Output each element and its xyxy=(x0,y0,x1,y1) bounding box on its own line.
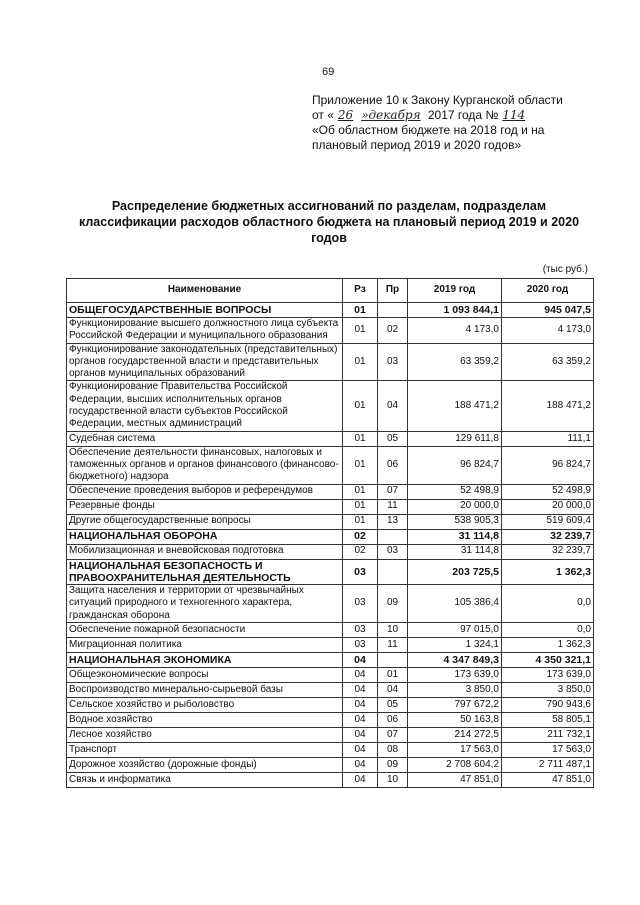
cell-2020: 945 047,5 xyxy=(502,303,594,318)
cell-pr: 04 xyxy=(378,381,408,431)
cell-2019: 20 000,0 xyxy=(408,499,502,514)
cell-2019: 4 347 849,3 xyxy=(408,653,502,668)
cell-pr: 04 xyxy=(378,683,408,698)
cell-rz: 02 xyxy=(343,544,378,559)
cell-name: Обеспечение пожарной безопасности xyxy=(67,623,343,638)
cell-2020: 4 350 321,1 xyxy=(502,653,594,668)
cell-2020: 32 239,7 xyxy=(502,544,594,559)
cell-rz: 04 xyxy=(343,653,378,668)
cell-pr xyxy=(378,653,408,668)
cell-rz: 01 xyxy=(343,318,378,344)
cell-name: Водное хозяйство xyxy=(67,713,343,728)
cell-rz: 01 xyxy=(343,381,378,431)
appendix-number-sign: № xyxy=(485,108,499,122)
cell-pr: 08 xyxy=(378,743,408,758)
cell-pr: 01 xyxy=(378,668,408,683)
cell-2019: 4 173,0 xyxy=(408,318,502,344)
handwritten-number: 114 xyxy=(502,108,526,122)
cell-2020: 211 732,1 xyxy=(502,728,594,743)
cell-2020: 58 805,1 xyxy=(502,713,594,728)
handwritten-day: 26 xyxy=(337,108,354,122)
cell-rz: 04 xyxy=(343,773,378,788)
table-row xyxy=(67,713,594,728)
cell-2019: 203 725,5 xyxy=(408,559,502,585)
table-row xyxy=(67,484,594,499)
cell-2020: 173 639,0 xyxy=(502,668,594,683)
table-row xyxy=(67,514,594,529)
header-rz: Рз xyxy=(343,279,378,303)
cell-2020: 790 943,6 xyxy=(502,698,594,713)
cell-2019: 52 498,9 xyxy=(408,484,502,499)
cell-name: НАЦИОНАЛЬНАЯ ЭКОНОМИКА xyxy=(67,653,343,668)
cell-2020: 17 563,0 xyxy=(502,743,594,758)
document-title: Распределение бюджетных ассигнований по разделам, подразделам классификации расходов областного бюджета на плановый период 2019 и 2020 годов xyxy=(78,199,580,245)
cell-2020: 63 359,2 xyxy=(502,343,594,381)
cell-pr: 11 xyxy=(378,499,408,514)
cell-rz: 03 xyxy=(343,623,378,638)
cell-2020: 188 471,2 xyxy=(502,381,594,431)
cell-rz: 04 xyxy=(343,683,378,698)
cell-pr: 03 xyxy=(378,544,408,559)
cell-name: Миграционная политика xyxy=(67,638,343,653)
table-row xyxy=(67,585,594,623)
cell-pr: 07 xyxy=(378,484,408,499)
appendix-year: 2017 года xyxy=(427,108,483,122)
cell-rz: 01 xyxy=(343,446,378,484)
cell-pr xyxy=(378,529,408,544)
appendix-line2 xyxy=(312,108,612,123)
cell-rz: 01 xyxy=(343,431,378,446)
section-row xyxy=(67,303,594,318)
cell-2020: 20 000,0 xyxy=(502,499,594,514)
table-row xyxy=(67,381,594,431)
budget-table xyxy=(66,278,594,788)
cell-2019: 31 114,8 xyxy=(408,529,502,544)
cell-pr: 11 xyxy=(378,638,408,653)
page-number: 69 xyxy=(322,66,335,78)
cell-2020: 519 609,4 xyxy=(502,514,594,529)
header-2019: 2019 год xyxy=(408,279,502,303)
table-row xyxy=(67,623,594,638)
appendix-line1: Приложение 10 к Закону Курганской области xyxy=(312,93,563,107)
handwritten-month: »декабря xyxy=(361,108,421,122)
cell-2020: 2 711 487,1 xyxy=(502,758,594,773)
cell-2020: 111,1 xyxy=(502,431,594,446)
cell-rz: 01 xyxy=(343,514,378,529)
cell-pr: 05 xyxy=(378,698,408,713)
cell-rz: 04 xyxy=(343,668,378,683)
cell-2019: 129 611,8 xyxy=(408,431,502,446)
cell-name: Обеспечение деятельности финансовых, налоговых и таможенных органов и органов финансового (финансово-бюджетного) надзора xyxy=(67,446,343,484)
cell-name: Обеспечение проведения выборов и референдумов xyxy=(67,484,343,499)
cell-rz: 01 xyxy=(343,484,378,499)
section-row xyxy=(67,529,594,544)
cell-rz: 01 xyxy=(343,303,378,318)
cell-rz: 04 xyxy=(343,728,378,743)
cell-name: НАЦИОНАЛЬНАЯ БЕЗОПАСНОСТЬ И ПРАВООХРАНИТЕЛЬНАЯ ДЕЯТЕЛЬНОСТЬ xyxy=(67,559,343,585)
table-row xyxy=(67,728,594,743)
cell-2020: 1 362,3 xyxy=(502,559,594,585)
table-row xyxy=(67,683,594,698)
header-2020: 2020 год xyxy=(502,279,594,303)
table-row xyxy=(67,758,594,773)
section-row xyxy=(67,653,594,668)
cell-rz: 02 xyxy=(343,529,378,544)
cell-name: Функционирование законодательных (представительных) органов государственной власти и представительных органов муниципальных образований xyxy=(67,343,343,381)
cell-name: Лесное хозяйство xyxy=(67,728,343,743)
appendix-line3: «Об областном бюджете на 2018 год и на xyxy=(312,123,545,137)
cell-2019: 3 850,0 xyxy=(408,683,502,698)
cell-name: Защита населения и территории от чрезвычайных ситуаций природного и техногенного характера, гражданская оборона xyxy=(67,585,343,623)
header-name: Наименование xyxy=(67,279,343,303)
table-row xyxy=(67,318,594,344)
cell-pr xyxy=(378,559,408,585)
cell-2019: 63 359,2 xyxy=(408,343,502,381)
cell-pr: 07 xyxy=(378,728,408,743)
cell-2019: 538 905,3 xyxy=(408,514,502,529)
cell-pr: 10 xyxy=(378,773,408,788)
cell-rz: 04 xyxy=(343,758,378,773)
section-row xyxy=(67,559,594,585)
table-row xyxy=(67,638,594,653)
cell-pr: 06 xyxy=(378,713,408,728)
cell-pr: 10 xyxy=(378,623,408,638)
table-row xyxy=(67,499,594,514)
appendix-header xyxy=(312,93,612,153)
cell-pr: 06 xyxy=(378,446,408,484)
cell-pr xyxy=(378,303,408,318)
cell-2019: 31 114,8 xyxy=(408,544,502,559)
cell-name: Другие общегосударственные вопросы xyxy=(67,514,343,529)
table-row xyxy=(67,544,594,559)
cell-2019: 173 639,0 xyxy=(408,668,502,683)
cell-name: Функционирование высшего должностного лица субъекта Российской Федерации и муниципального образования xyxy=(67,318,343,344)
units-label: (тыс руб.) xyxy=(542,264,588,275)
cell-2019: 17 563,0 xyxy=(408,743,502,758)
cell-pr: 03 xyxy=(378,343,408,381)
table-row xyxy=(67,343,594,381)
cell-name: Сельское хозяйство и рыболовство xyxy=(67,698,343,713)
cell-name: Функционирование Правительства Российской Федерации, высших исполнительных органов государственной власти субъектов Российской Федерации, местных администраций xyxy=(67,381,343,431)
cell-rz: 04 xyxy=(343,743,378,758)
cell-pr: 02 xyxy=(378,318,408,344)
cell-name: Транспорт xyxy=(67,743,343,758)
table-header-row xyxy=(67,279,594,303)
cell-name: Мобилизационная и вневойсковая подготовка xyxy=(67,544,343,559)
cell-2020: 47 851,0 xyxy=(502,773,594,788)
table-row xyxy=(67,773,594,788)
cell-pr: 13 xyxy=(378,514,408,529)
cell-name: Судебная система xyxy=(67,431,343,446)
cell-2019: 47 851,0 xyxy=(408,773,502,788)
cell-2020: 0,0 xyxy=(502,623,594,638)
table-row xyxy=(67,431,594,446)
cell-name: Воспроизводство минерально-сырьевой базы xyxy=(67,683,343,698)
cell-2019: 96 824,7 xyxy=(408,446,502,484)
header-pr: Пр xyxy=(378,279,408,303)
table-row xyxy=(67,698,594,713)
cell-rz: 03 xyxy=(343,638,378,653)
cell-2020: 32 239,7 xyxy=(502,529,594,544)
cell-rz: 03 xyxy=(343,585,378,623)
cell-rz: 04 xyxy=(343,698,378,713)
cell-2019: 97 015,0 xyxy=(408,623,502,638)
table-row xyxy=(67,743,594,758)
cell-2020: 0,0 xyxy=(502,585,594,623)
cell-name: Связь и информатика xyxy=(67,773,343,788)
cell-2019: 2 708 604,2 xyxy=(408,758,502,773)
cell-name: Дорожное хозяйство (дорожные фонды) xyxy=(67,758,343,773)
cell-pr: 05 xyxy=(378,431,408,446)
appendix-line4: плановый период 2019 и 2020 годов» xyxy=(312,138,522,152)
cell-2020: 52 498,9 xyxy=(502,484,594,499)
cell-rz: 01 xyxy=(343,499,378,514)
cell-2020: 1 362,3 xyxy=(502,638,594,653)
cell-rz: 04 xyxy=(343,713,378,728)
cell-name: Общеэкономические вопросы xyxy=(67,668,343,683)
cell-name: НАЦИОНАЛЬНАЯ ОБОРОНА xyxy=(67,529,343,544)
cell-2019: 214 272,5 xyxy=(408,728,502,743)
cell-2019: 50 163,8 xyxy=(408,713,502,728)
table-row xyxy=(67,446,594,484)
cell-rz: 03 xyxy=(343,559,378,585)
cell-2020: 96 824,7 xyxy=(502,446,594,484)
appendix-from: от « xyxy=(312,108,334,122)
cell-2019: 105 386,4 xyxy=(408,585,502,623)
cell-2020: 3 850,0 xyxy=(502,683,594,698)
cell-name: Резервные фонды xyxy=(67,499,343,514)
cell-2020: 4 173,0 xyxy=(502,318,594,344)
cell-2019: 1 093 844,1 xyxy=(408,303,502,318)
cell-name: ОБЩЕГОСУДАРСТВЕННЫЕ ВОПРОСЫ xyxy=(67,303,343,318)
cell-rz: 01 xyxy=(343,343,378,381)
cell-2019: 1 324,1 xyxy=(408,638,502,653)
cell-pr: 09 xyxy=(378,585,408,623)
cell-2019: 188 471,2 xyxy=(408,381,502,431)
cell-pr: 09 xyxy=(378,758,408,773)
cell-2019: 797 672,2 xyxy=(408,698,502,713)
table-row xyxy=(67,668,594,683)
